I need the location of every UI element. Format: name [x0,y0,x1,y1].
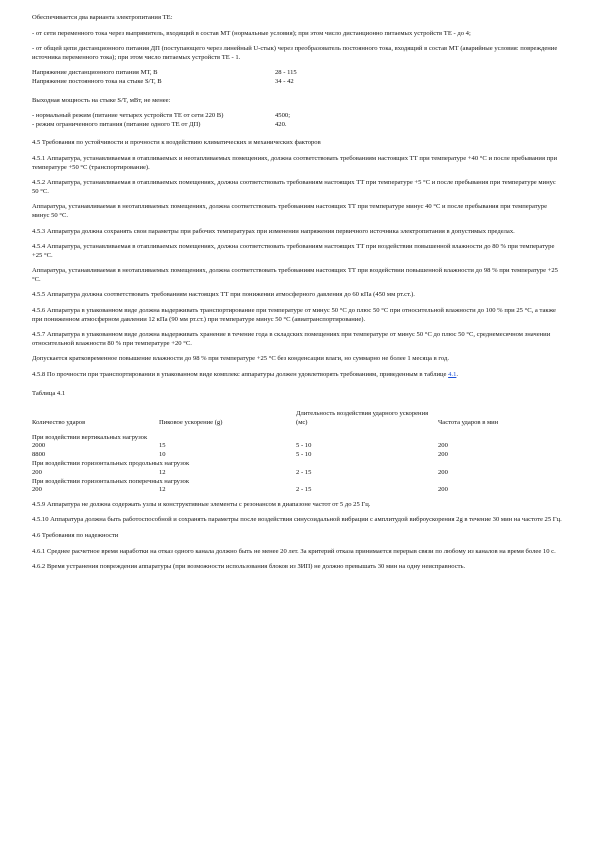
table-group-row [32,433,564,442]
param-label: - режим ограниченного питания (питание одного ТЕ от ДП) [32,120,201,128]
paragraph [32,371,564,380]
voltage-params [32,69,564,86]
table-link[interactable]: 4.1 [448,371,457,379]
document-body [32,14,564,579]
table-row [32,451,564,459]
paragraph: 4.5.10 Аппаратура должна быть работоспособной и сохранять параметры после воздействия синусоидальной вибрации с амплитудой виброускорения 2g в течение 30 мин на частоте 25 Гц. [32,516,562,524]
table-cell: 200 [32,468,42,476]
table-row [32,442,564,450]
table-cell: 200 [438,486,448,494]
table-cell: 2 - 15 [296,486,312,494]
paragraph: 4.5.4 Аппаратура, устанавливаемая в отапливаемых помещениях, должна соответствовать требованиям настоящих ТТ при воздействии повышенной влажности до 80 % при температуре +25 °С. [32,243,555,259]
param-label: Напряжение дистанционного питания МТ, В [32,69,158,77]
paragraph: Аппаратура, устанавливаемая в неотапливаемых помещениях, должна соответствовать требованиям настоящих ТТ при воздействии повышенной влажности до 98 % при температуре +25 °С. [32,267,558,283]
section-heading: 4.5 Требования по устойчивости и прочности к воздействию климатических и механических факторов [32,139,321,147]
table-cell: 15 [159,442,166,450]
paragraph: 4.5.9 Аппаратура не должна содержать узлы и конструктивные элементы с резонансом в диапазоне частот от 5 до 25 Гц. [32,500,371,508]
paragraph: Выходная мощность на стыке S/T, мВт, не менее: [32,96,171,104]
paragraph: Аппаратура, устанавливаемая в неотапливаемых помещениях, должна соответствовать требованиям настоящих ТТ при температуре минус 40 °С и после пребывания при температуре минус 50 °С. [32,203,548,219]
power-params [32,112,564,129]
table-row [32,469,564,477]
paragraph: 4.5.2 Аппаратура, устанавливаемая в отапливаемых помещениях, должна соответствовать требованиям настоящих ТТ при температуре +5 °С и после пребывания при температуре минус 50 °С. [32,179,556,195]
param-value: 420. [275,120,287,128]
paragraph: 4.5.6 Аппаратура в упакованном виде должна выдерживать транспортирование при температуре от минус 50 °С до плюс 50 °С при относительной влажности до 100 % при 25 °С, а также при пониженном атмосферном давлении 12 кПа (90 мм рт.ст.) при температуре минус 50 °С (авиатранспортирование). [32,307,556,323]
table-cell: 12 [159,486,166,494]
table-cell: 5 - 10 [296,442,312,450]
section-heading: 4.6 Требования по надежности [32,532,119,540]
table-group-row [32,459,564,468]
column-header: Пиковое ускорение (g) [159,418,223,426]
paragraph: - от общей цепи дистанционного питания ДП (поступающего через линейный U-стык) через преобразователь постоянного тока, входящий в состав МТ (аварийные условия: повреждение источника переменного тока); при этом число питаемых устройств ТЕ - 1. [32,45,558,61]
param-row [32,121,564,130]
param-value: 4500; [275,112,291,120]
table-cell: 200 [438,442,448,450]
table-group-row [32,477,564,486]
table-cell: 8800 [32,450,46,458]
table-cell: 10 [159,450,166,458]
table-cell: 2 - 15 [296,468,312,476]
param-label: Напряжение постоянного тока на стыке S/T, В [32,77,162,85]
column-header: Частота ударов в мин [438,418,499,426]
paragraph: Допускается кратковременное повышение влажности до 98 % при температуре +25 °С без конденсации влаги, но суммарно не более 1 месяца в год. [32,355,450,363]
table-cell: 200 [438,450,448,458]
param-row [32,112,564,121]
table-cell: 12 [159,468,166,476]
table-cell: 2000 [32,442,46,450]
table-header-row [32,410,564,433]
paragraph: 4.5.3 Аппаратура должна сохранять свои параметры при рабочих температурах при изменении напряжения первичного источника электропитания в допустимых пределах. [32,227,515,235]
param-value: 28 - 115 [275,69,297,77]
paragraph: 4.6.1 Среднее расчетное время наработки на отказ одного канала должно быть не менее 20 лет. За критерий отказа принимается перерыв связи по любому из каналов на время более 10 с. [32,547,556,555]
shock-table [32,410,564,495]
paragraph: 4.5.7 Аппаратура в упакованном виде должна выдерживать хранение в течение года в складских помещениях при температуре от минус 50 °С до плюс 50 °С, среднемесячном значении относительной влажности 80 % при температуре +20 °С. [32,331,551,347]
group-title: При воздействии вертикальных нагрузок [32,434,148,442]
param-label: - нормальный режим (питание четырех устройств ТЕ от сети 220 В) [32,112,224,120]
group-title: При воздействии горизонтальных продольных нагрузок [32,460,190,468]
param-value: 34 - 42 [275,77,294,85]
table-cell: 200 [438,468,448,476]
group-title: При воздействии горизонтальных поперечных нагрузок [32,478,190,486]
table-cell: 200 [32,486,42,494]
table-caption: Таблица 4.1 [32,389,66,397]
column-header: Количество ударов [32,418,86,426]
paragraph: - от сети переменного тока через выпрямитель, входящий в состав МТ (нормальные условия); при этом число дистанционно питаемых устройств ТЕ - до 4; [32,29,471,37]
paragraph: 4.5.1 Аппаратура, устанавливаемая в отапливаемых и неотапливаемых помещениях, должна соответствовать требованиям настоящих ТТ при температуре +40 °С и после пребывания при температуре +50 °С (транспортирование). [32,154,557,171]
table-row [32,486,564,494]
paragraph: Обеспечивается два варианта электропитания ТЕ: [32,14,173,21]
paragraph-text: 4.5.8 По прочности при транспортировании в упакованном виде комплекс аппаратуры должен удовлетворять требованиям, приведенным в таблице [32,371,449,379]
table-cell: 5 - 10 [296,450,312,458]
param-row [32,69,564,78]
paragraph: 4.5.5 Аппаратура должна соответствовать требованиям настоящих ТТ при понижении атмосферного давления до 60 кПа (450 мм рт.ст.). [32,291,415,299]
paragraph: 4.6.2 Время устранения повреждения аппаратуры (при возможности использования блоков из ЗИП) не должно превышать 30 мин на одну неисправность. [32,563,466,571]
paragraph-text: . [456,371,459,379]
param-row [32,78,564,87]
column-header: Длительность воздействия ударного ускорения (мс) [296,410,429,426]
